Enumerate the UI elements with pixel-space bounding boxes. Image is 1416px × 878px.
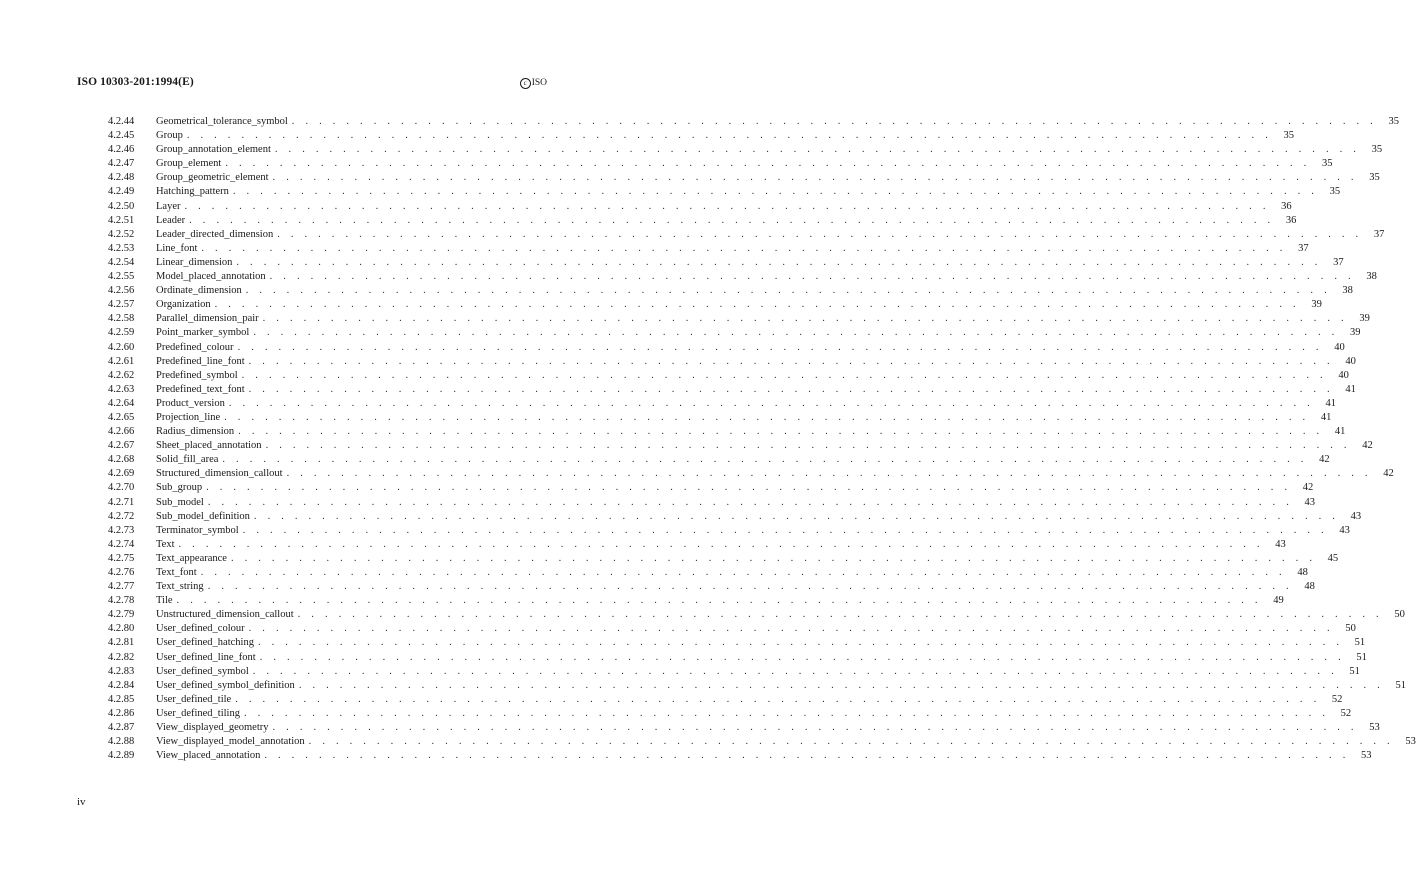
toc-dot-leader: . . . . . . . . . . . . . . . . . . . . . . . . . . . . . . . . . . . . . . . . . . . . . . . . . . . . . . . . . . . . . . . . . . . . . . . . . . . . . . . . — [222, 454, 1308, 466]
toc-entry-page: 35 — [1388, 116, 1399, 127]
toc-entry-page: 49 — [1273, 595, 1284, 607]
toc-entry[interactable] — [108, 383, 1356, 397]
toc-entry-title[interactable]: Sub_model — [156, 496, 204, 508]
toc-entry-title[interactable]: Sub_model_definition — [156, 510, 250, 522]
toc-entry[interactable] — [108, 608, 1405, 622]
toc-entry-number: 4.2.49 — [108, 186, 135, 198]
toc-dot-leader: . . . . . . . . . . . . . . . . . . . . . . . . . . . . . . . . . . . . . . . . . . . . . . . . . . . . . . . . . . . . . . . . . . . . . . . . . . . . . . . . — [297, 609, 1383, 621]
toc-entry-page: 39 — [1359, 313, 1370, 325]
toc-entry-title[interactable]: User_defined_symbol_definition — [156, 679, 295, 691]
toc-entry-number: 4.2.79 — [108, 609, 135, 621]
toc-entry-page: 41 — [1345, 383, 1356, 395]
toc-dot-leader: . . . . . . . . . . . . . . . . . . . . . . . . . . . . . . . . . . . . . . . . . . . . . . . . . . . . . . . . . . . . . . . . . . . . . . . . . . . . . . . . — [207, 581, 1293, 593]
toc-entry-number: 4.2.87 — [108, 722, 135, 734]
toc-entry-number: 4.2.71 — [108, 496, 135, 508]
toc-entry-page: 50 — [1345, 623, 1356, 635]
toc-dot-leader: . . . . . . . . . . . . . . . . . . . . . . . . . . . . . . . . . . . . . . . . . . . . . . . . . . . . . . . . . . . . . . . . . . . . . . . . . . . . . . . . — [176, 595, 1262, 607]
toc-entry-title[interactable]: Solid_fill_area — [156, 454, 219, 466]
toc-dot-leader: . . . . . . . . . . . . . . . . . . . . . . . . . . . . . . . . . . . . . . . . . . . . . . . . . . . . . . . . . . . . . . . . . . . . . . . . . . . . . . . . — [242, 524, 1328, 536]
toc-dot-leader: . . . . . . . . . . . . . . . . . . . . . . . . . . . . . . . . . . . . . . . . . . . . . . . . . . . . . . . . . . . . . . . . . . . . . . . . . . . . . . . . — [241, 369, 1327, 381]
toc-entry-number: 4.2.78 — [108, 595, 135, 607]
toc-entry-title[interactable]: Text_font — [156, 567, 197, 578]
toc-entry-number: 4.2.82 — [108, 651, 135, 663]
toc-entry-title[interactable]: Tile — [156, 595, 173, 607]
toc-entry-page: 36 — [1281, 200, 1292, 212]
toc-entry[interactable] — [108, 143, 1383, 157]
toc-entry-page: 48 — [1297, 567, 1308, 578]
toc-entry-page: 41 — [1334, 426, 1346, 438]
toc-entry[interactable] — [108, 326, 1361, 340]
toc-dot-leader: . . . . . . . . . . . . . . . . . . . . . . . . . . . . . . . . . . . . . . . . . . . . . . . . . . . . . . . . . . . . . . . . . . . . . . . . . . . . . . . . — [262, 313, 1348, 325]
toc-dot-leader: . . . . . . . . . . . . . . . . . . . . . . . . . . . . . . . . . . . . . . . . . . . . . . . . . . . . . . . . . . . . . . . . . . . . . . . . . . . . . . . . — [259, 651, 1345, 663]
toc-dot-leader: . . . . . . . . . . . . . . . . . . . . . . . . . . . . . . . . . . . . . . . . . . . . . . . . . . . . . . . . . . . . . . . . . . . . . . . . . . . . . . . . — [272, 722, 1358, 734]
toc-entry-number: 4.2.74 — [108, 538, 135, 550]
toc-entry-page: 52 — [1331, 693, 1343, 705]
toc-entry-page: 43 — [1350, 510, 1362, 522]
toc-dot-leader: . . . . . . . . . . . . . . . . . . . . . . . . . . . . . . . . . . . . . . . . . . . . . . . . . . . . . . . . . . . . . . . . . . . . . . . . . . . . . . . . — [201, 242, 1287, 254]
toc-entry-title[interactable]: Ordinate_dimension — [156, 285, 242, 297]
toc-entry[interactable] — [108, 735, 1416, 749]
toc-entry-page: 53 — [1369, 722, 1380, 734]
toc-entry-number: 4.2.72 — [108, 510, 135, 522]
toc-entry[interactable] — [108, 580, 1315, 594]
toc-entry-page: 37 — [1298, 242, 1309, 254]
toc-entry-number: 4.2.44 — [108, 116, 135, 127]
toc-entry-title[interactable]: Predefined_text_font — [156, 383, 245, 395]
toc-dot-leader: . . . . . . . . . . . . . . . . . . . . . . . . . . . . . . . . . . . . . . . . . . . . . . . . . . . . . . . . . . . . . . . . . . . . . . . . . . . . . . . . — [274, 144, 1361, 156]
toc-entry-title[interactable]: Text_appearance — [156, 552, 227, 564]
toc-entry-page: 42 — [1362, 440, 1373, 452]
toc-entry[interactable] — [108, 185, 1341, 199]
toc-entry-page: 35 — [1369, 172, 1380, 184]
toc-dot-leader: . . . . . . . . . . . . . . . . . . . . . . . . . . . . . . . . . . . . . . . . . . . . . . . . . . . . . . . . . . . . . . . . . . . . . . . . . . . . . . . . — [277, 228, 1363, 240]
toc-entry-page: 40 — [1334, 341, 1345, 353]
toc-entry-title[interactable]: Predefined_colour — [156, 341, 234, 353]
toc-entry-number: 4.2.69 — [108, 468, 135, 480]
toc-entry-title[interactable]: Unstructured_dimension_callout — [156, 609, 294, 621]
toc-dot-leader: . . . . . . . . . . . . . . . . . . . . . . . . . . . . . . . . . . . . . . . . . . . . . . . . . . . . . . . . . . . . . . . . . . . . . . . . . . . . . . . . — [230, 552, 1317, 564]
page-header — [77, 76, 547, 92]
toc-entry-title[interactable]: Product_version — [156, 397, 225, 409]
toc-entry-title[interactable]: Structured_dimension_callout — [156, 468, 283, 480]
toc-entry[interactable] — [108, 439, 1373, 453]
toc-entry[interactable] — [108, 312, 1370, 326]
toc-entry[interactable] — [108, 622, 1356, 636]
toc-entry-title[interactable]: Predefined_line_font — [156, 355, 245, 367]
toc-entry-title[interactable]: Parallel_dimension_pair — [156, 313, 259, 325]
toc-entry[interactable] — [108, 636, 1366, 650]
toc-entry-number: 4.2.50 — [108, 200, 135, 212]
toc-entry[interactable] — [108, 284, 1353, 298]
toc-entry-page: 52 — [1340, 707, 1352, 719]
toc-dot-leader: . . . . . . . . . . . . . . . . . . . . . . . . . . . . . . . . . . . . . . . . . . . . . . . . . . . . . . . . . . . . . . . . . . . . . . . . . . . . . . . . — [291, 116, 1377, 127]
toc-entry[interactable] — [108, 467, 1394, 481]
toc-entry[interactable] — [108, 200, 1292, 214]
toc-entry-title[interactable]: Sub_group — [156, 482, 203, 494]
toc-entry[interactable] — [108, 496, 1316, 510]
table-of-contents — [108, 115, 1416, 763]
toc-entry-page: 43 — [1275, 538, 1286, 550]
toc-entry[interactable] — [108, 510, 1362, 524]
toc-entry-page: 40 — [1345, 355, 1356, 367]
toc-dot-leader: . . . . . . . . . . . . . . . . . . . . . . . . . . . . . . . . . . . . . . . . . . . . . . . . . . . . . . . . . . . . . . . . . . . . . . . . . . . . . . . . — [225, 158, 1311, 170]
toc-entry-title[interactable]: Point_marker_symbol — [156, 327, 250, 339]
toc-entry-number: 4.2.56 — [108, 285, 135, 297]
toc-entry-page: 40 — [1338, 369, 1349, 381]
copyright-notice — [520, 76, 547, 90]
toc-entry-number: 4.2.57 — [108, 299, 135, 311]
toc-dot-leader: . . . . . . . . . . . . . . . . . . . . . . . . . . . . . . . . . . . . . . . . . . . . . . . . . . . . . . . . . . . . . . . . . . . . . . . . . . . . . . . . — [269, 271, 1355, 283]
toc-entry-title[interactable]: Group_geometric_element — [156, 172, 269, 184]
toc-dot-leader: . . . . . . . . . . . . . . . . . . . . . . . . . . . . . . . . . . . . . . . . . . . . . . . . . . . . . . . . . . . . . . . . . . . . . . . . . . . . . . . . — [252, 665, 1338, 677]
toc-entry-number: 4.2.81 — [108, 637, 135, 649]
toc-entry-number: 4.2.65 — [108, 411, 135, 423]
toc-entry-title[interactable]: User_defined_hatching — [156, 637, 254, 649]
toc-entry[interactable] — [108, 214, 1297, 228]
toc-entry[interactable] — [108, 749, 1372, 763]
toc-entry-number: 4.2.88 — [108, 736, 135, 748]
toc-entry-number: 4.2.60 — [108, 341, 135, 353]
toc-entry-title[interactable]: Terminator_symbol — [156, 524, 239, 536]
toc-entry-number: 4.2.55 — [108, 271, 135, 283]
toc-entry-page: 35 — [1329, 186, 1341, 198]
toc-entry[interactable] — [108, 369, 1349, 383]
toc-entry-page: 42 — [1302, 482, 1314, 494]
toc-dot-leader: . . . . . . . . . . . . . . . . . . . . . . . . . . . . . . . . . . . . . . . . . . . . . . . . . . . . . . . . . . . . . . . . . . . . . . . . . . . . . . . . — [186, 130, 1273, 142]
toc-entry-number: 4.2.46 — [108, 144, 135, 156]
toc-entry-title[interactable]: Group_element — [156, 158, 222, 170]
toc-entry-number: 4.2.68 — [108, 454, 135, 466]
toc-entry-title[interactable]: Predefined_symbol — [156, 369, 238, 381]
toc-entry-title[interactable]: Leader_directed_dimension — [156, 228, 274, 240]
toc-dot-leader: . . . . . . . . . . . . . . . . . . . . . . . . . . . . . . . . . . . . . . . . . . . . . . . . . . . . . . . . . . . . . . . . . . . . . . . . . . . . . . . . — [248, 623, 1334, 635]
toc-entry-page: 38 — [1342, 285, 1353, 297]
toc-dot-leader: . . . . . . . . . . . . . . . . . . . . . . . . . . . . . . . . . . . . . . . . . . . . . . . . . . . . . . . . . . . . . . . . . . . . . . . . . . . . . . . . — [228, 397, 1315, 409]
toc-entry-title[interactable]: Geometrical_tolerance_symbol — [156, 116, 288, 127]
toc-entry-title[interactable]: User_defined_line_font — [156, 651, 256, 663]
toc-entry-title[interactable]: Model_placed_annotation — [156, 271, 266, 283]
toc-entry-number: 4.2.53 — [108, 242, 135, 254]
toc-dot-leader: . . . . . . . . . . . . . . . . . . . . . . . . . . . . . . . . . . . . . . . . . . . . . . . . . . . . . . . . . . . . . . . . . . . . . . . . . . . . . . . . — [308, 736, 1394, 748]
toc-entry[interactable] — [108, 256, 1344, 270]
toc-entry-page: 51 — [1349, 665, 1360, 677]
toc-entry-number: 4.2.52 — [108, 228, 135, 240]
toc-dot-leader: . . . . . . . . . . . . . . . . . . . . . . . . . . . . . . . . . . . . . . . . . . . . . . . . . . . . . . . . . . . . . . . . . . . . . . . . . . . . . . . . — [272, 172, 1358, 184]
toc-entry-number: 4.2.54 — [108, 256, 135, 268]
toc-entry-title[interactable]: Group — [156, 130, 183, 142]
toc-entry-number: 4.2.48 — [108, 172, 135, 184]
toc-entry-page: 39 — [1311, 299, 1322, 311]
toc-entry-page: 53 — [1361, 750, 1372, 762]
toc-entry-page: 41 — [1325, 397, 1337, 409]
toc-entry-number: 4.2.76 — [108, 567, 135, 578]
toc-entry[interactable] — [108, 679, 1406, 693]
toc-entry-title[interactable]: Radius_dimension — [156, 426, 235, 438]
toc-entry[interactable] — [108, 651, 1367, 665]
toc-entry-number: 4.2.51 — [108, 214, 135, 226]
toc-entry-page: 43 — [1339, 524, 1350, 536]
toc-entry-title[interactable]: Leader — [156, 214, 186, 226]
toc-entry-number: 4.2.83 — [108, 665, 135, 677]
toc-entry-number: 4.2.45 — [108, 130, 135, 142]
toc-entry[interactable] — [108, 524, 1350, 538]
toc-entry-number: 4.2.67 — [108, 440, 135, 452]
toc-dot-leader: . . . . . . . . . . . . . . . . . . . . . . . . . . . . . . . . . . . . . . . . . . . . . . . . . . . . . . . . . . . . . . . . . . . . . . . . . . . . . . . . — [214, 299, 1300, 311]
toc-entry[interactable] — [108, 411, 1332, 425]
toc-dot-leader: . . . . . . . . . . . . . . . . . . . . . . . . . . . . . . . . . . . . . . . . . . . . . . . . . . . . . . . . . . . . . . . . . . . . . . . . . . . . . . . . — [264, 750, 1350, 762]
toc-dot-leader: . . . . . . . . . . . . . . . . . . . . . . . . . . . . . . . . . . . . . . . . . . . . . . . . . . . . . . . . . . . . . . . . . . . . . . . . . . . . . . . . — [243, 707, 1330, 719]
toc-entry[interactable] — [108, 397, 1337, 411]
toc-dot-leader: . . . . . . . . . . . . . . . . . . . . . . . . . . . . . . . . . . . . . . . . . . . . . . . . . . . . . . . . . . . . . . . . . . . . . . . . . . . . . . . . — [298, 679, 1384, 691]
toc-entry-title[interactable]: User_defined_symbol — [156, 665, 249, 677]
toc-dot-leader: . . . . . . . . . . . . . . . . . . . . . . . . . . . . . . . . . . . . . . . . . . . . . . . . . . . . . . . . . . . . . . . . . . . . . . . . . . . . . . . . — [207, 496, 1294, 508]
toc-entry-page: 38 — [1366, 271, 1377, 283]
toc-dot-leader: . . . . . . . . . . . . . . . . . . . . . . . . . . . . . . . . . . . . . . . . . . . . . . . . . . . . . . . . . . . . . . . . . . . . . . . . . . . . . . . . — [265, 440, 1351, 452]
toc-entry[interactable] — [108, 707, 1352, 721]
toc-entry-title[interactable]: Line_font — [156, 242, 198, 254]
document-title: ISO 10303-201:1994(E) — [77, 76, 194, 88]
toc-entry[interactable] — [108, 566, 1308, 580]
toc-entry-page: 35 — [1322, 158, 1333, 170]
toc-dot-leader: . . . . . . . . . . . . . . . . . . . . . . . . . . . . . . . . . . . . . . . . . . . . . . . . . . . . . . . . . . . . . . . . . . . . . . . . . . . . . . . . — [235, 693, 1321, 705]
toc-entry-page: 45 — [1327, 552, 1339, 564]
toc-entry-number: 4.2.47 — [108, 158, 135, 170]
toc-entry[interactable] — [108, 171, 1380, 185]
toc-entry-number: 4.2.58 — [108, 313, 135, 325]
toc-entry-title[interactable]: User_defined_tile — [156, 693, 232, 705]
toc-dot-leader: . . . . . . . . . . . . . . . . . . . . . . . . . . . . . . . . . . . . . . . . . . . . . . . . . . . . . . . . . . . . . . . . . . . . . . . . . . . . . . . . — [232, 186, 1319, 198]
toc-dot-leader: . . . . . . . . . . . . . . . . . . . . . . . . . . . . . . . . . . . . . . . . . . . . . . . . . . . . . . . . . . . . . . . . . . . . . . . . . . . . . . . . — [257, 637, 1344, 649]
toc-entry-page: 37 — [1333, 256, 1344, 268]
toc-entry-title[interactable]: User_defined_tiling — [156, 707, 240, 719]
toc-dot-leader: . . . . . . . . . . . . . . . . . . . . . . . . . . . . . . . . . . . . . . . . . . . . . . . . . . . . . . . . . . . . . . . . . . . . . . . . . . . . . . . . — [200, 567, 1286, 578]
toc-dot-leader: . . . . . . . . . . . . . . . . . . . . . . . . . . . . . . . . . . . . . . . . . . . . . . . . . . . . . . . . . . . . . . . . . . . . . . . . . . . . . . . . — [253, 510, 1340, 522]
toc-dot-leader: . . . . . . . . . . . . . . . . . . . . . . . . . . . . . . . . . . . . . . . . . . . . . . . . . . . . . . . . . . . . . . . . . . . . . . . . . . . . . . . . — [248, 355, 1334, 367]
toc-entry-page: 53 — [1405, 736, 1416, 748]
toc-entry-title[interactable]: User_defined_colour — [156, 623, 245, 635]
toc-entry-number: 4.2.73 — [108, 524, 135, 536]
toc-entry[interactable] — [108, 157, 1333, 171]
toc-entry[interactable] — [108, 242, 1309, 256]
toc-entry-number: 4.2.85 — [108, 693, 135, 705]
toc-entry-page: 36 — [1285, 214, 1297, 226]
toc-entry[interactable] — [108, 552, 1339, 566]
toc-entry-number: 4.2.80 — [108, 623, 135, 635]
toc-entry-number: 4.2.59 — [108, 327, 135, 339]
toc-dot-leader: . . . . . . . . . . . . . . . . . . . . . . . . . . . . . . . . . . . . . . . . . . . . . . . . . . . . . . . . . . . . . . . . . . . . . . . . . . . . . . . . — [286, 468, 1372, 480]
toc-entry[interactable] — [108, 228, 1385, 242]
toc-dot-leader: . . . . . . . . . . . . . . . . . . . . . . . . . . . . . . . . . . . . . . . . . . . . . . . . . . . . . . . . . . . . . . . . . . . . . . . . . . . . . . . . — [245, 285, 1331, 297]
toc-entry-title[interactable]: Text_string — [156, 581, 204, 593]
toc-entry-page: 35 — [1283, 130, 1295, 142]
toc-entry-number: 4.2.62 — [108, 369, 135, 381]
toc-dot-leader: . . . . . . . . . . . . . . . . . . . . . . . . . . . . . . . . . . . . . . . . . . . . . . . . . . . . . . . . . . . . . . . . . . . . . . . . . . . . . . . . — [184, 200, 1270, 212]
toc-entry-page: 42 — [1319, 454, 1330, 466]
toc-dot-leader: . . . . . . . . . . . . . . . . . . . . . . . . . . . . . . . . . . . . . . . . . . . . . . . . . . . . . . . . . . . . . . . . . . . . . . . . . . . . . . . . — [238, 426, 1324, 438]
toc-entry-page: 37 — [1373, 228, 1385, 240]
page-number: iv — [77, 796, 86, 808]
toc-entry[interactable] — [108, 355, 1356, 369]
toc-dot-leader: . . . . . . . . . . . . . . . . . . . . . . . . . . . . . . . . . . . . . . . . . . . . . . . . . . . . . . . . . . . . . . . . . . . . . . . . . . . . . . . . — [206, 482, 1292, 494]
toc-entry-title[interactable]: Organization — [156, 299, 211, 311]
copyright-icon: c — [520, 78, 531, 89]
toc-entry-number: 4.2.84 — [108, 679, 135, 691]
toc-dot-leader: . . . . . . . . . . . . . . . . . . . . . . . . . . . . . . . . . . . . . . . . . . . . . . . . . . . . . . . . . . . . . . . . . . . . . . . . . . . . . . . . — [189, 214, 1275, 226]
toc-entry-number: 4.2.64 — [108, 397, 135, 409]
toc-entry[interactable] — [108, 270, 1377, 284]
toc-entry-number: 4.2.75 — [108, 552, 135, 564]
toc-dot-leader: . . . . . . . . . . . . . . . . . . . . . . . . . . . . . . . . . . . . . . . . . . . . . . . . . . . . . . . . . . . . . . . . . . . . . . . . . . . . . . . . — [248, 383, 1334, 395]
toc-entry[interactable] — [108, 115, 1399, 129]
toc-entry-title[interactable]: Projection_line — [156, 411, 221, 423]
toc-entry[interactable] — [108, 341, 1345, 355]
toc-entry-title[interactable]: View_placed_annotation — [156, 750, 261, 762]
toc-entry-title[interactable]: Hatching_pattern — [156, 186, 229, 198]
toc-entry[interactable] — [108, 538, 1286, 552]
toc-entry-title[interactable]: View_displayed_geometry — [156, 722, 269, 734]
toc-entry-number: 4.2.77 — [108, 581, 135, 593]
toc-entry[interactable] — [108, 721, 1380, 735]
toc-dot-leader: . . . . . . . . . . . . . . . . . . . . . . . . . . . . . . . . . . . . . . . . . . . . . . . . . . . . . . . . . . . . . . . . . . . . . . . . . . . . . . . . — [236, 256, 1322, 268]
toc-entry-number: 4.2.89 — [108, 750, 135, 762]
toc-dot-leader: . . . . . . . . . . . . . . . . . . . . . . . . . . . . . . . . . . . . . . . . . . . . . . . . . . . . . . . . . . . . . . . . . . . . . . . . . . . . . . . . — [237, 341, 1323, 353]
toc-entry[interactable] — [108, 594, 1284, 608]
toc-entry-number: 4.2.61 — [108, 355, 135, 367]
toc-entry[interactable] — [108, 665, 1360, 679]
toc-dot-leader: . . . . . . . . . . . . . . . . . . . . . . . . . . . . . . . . . . . . . . . . . . . . . . . . . . . . . . . . . . . . . . . . . . . . . . . . . . . . . . . . — [253, 327, 1339, 339]
toc-entry[interactable] — [108, 298, 1322, 312]
toc-entry-page: 51 — [1395, 679, 1406, 691]
toc-entry[interactable] — [108, 481, 1314, 495]
toc-entry-page: 50 — [1394, 609, 1405, 621]
toc-entry[interactable] — [108, 129, 1295, 143]
toc-entry-title[interactable]: Layer — [156, 200, 181, 212]
toc-entry[interactable] — [108, 693, 1343, 707]
toc-entry-page: 51 — [1354, 637, 1366, 649]
toc-entry-number: 4.2.63 — [108, 383, 135, 395]
toc-dot-leader: . . . . . . . . . . . . . . . . . . . . . . . . . . . . . . . . . . . . . . . . . . . . . . . . . . . . . . . . . . . . . . . . . . . . . . . . . . . . . . . . — [224, 411, 1310, 423]
toc-entry[interactable] — [108, 425, 1346, 439]
toc-entry-number: 4.2.86 — [108, 707, 135, 719]
toc-entry-number: 4.2.66 — [108, 426, 135, 438]
toc-entry-page: 41 — [1320, 411, 1332, 423]
toc-entry-page: 42 — [1383, 468, 1394, 480]
copyright-org: ISO — [531, 78, 547, 88]
toc-dot-leader: . . . . . . . . . . . . . . . . . . . . . . . . . . . . . . . . . . . . . . . . . . . . . . . . . . . . . . . . . . . . . . . . . . . . . . . . . . . . . . . . — [178, 538, 1264, 550]
toc-entry-number: 4.2.70 — [108, 482, 135, 494]
toc-entry-page: 43 — [1304, 496, 1316, 508]
toc-entry[interactable] — [108, 453, 1330, 467]
toc-entry-title[interactable]: View_displayed_model_annotation — [156, 736, 305, 748]
toc-entry-page: 51 — [1356, 651, 1367, 663]
toc-entry-page: 39 — [1350, 327, 1361, 339]
toc-entry-page: 35 — [1371, 144, 1383, 156]
toc-entry-title[interactable]: Group_annotation_element — [156, 144, 271, 156]
toc-entry-title[interactable]: Text — [156, 538, 175, 550]
toc-entry-page: 48 — [1304, 581, 1315, 593]
toc-entry-title[interactable]: Linear_dimension — [156, 256, 233, 268]
toc-entry-title[interactable]: Sheet_placed_annotation — [156, 440, 262, 452]
